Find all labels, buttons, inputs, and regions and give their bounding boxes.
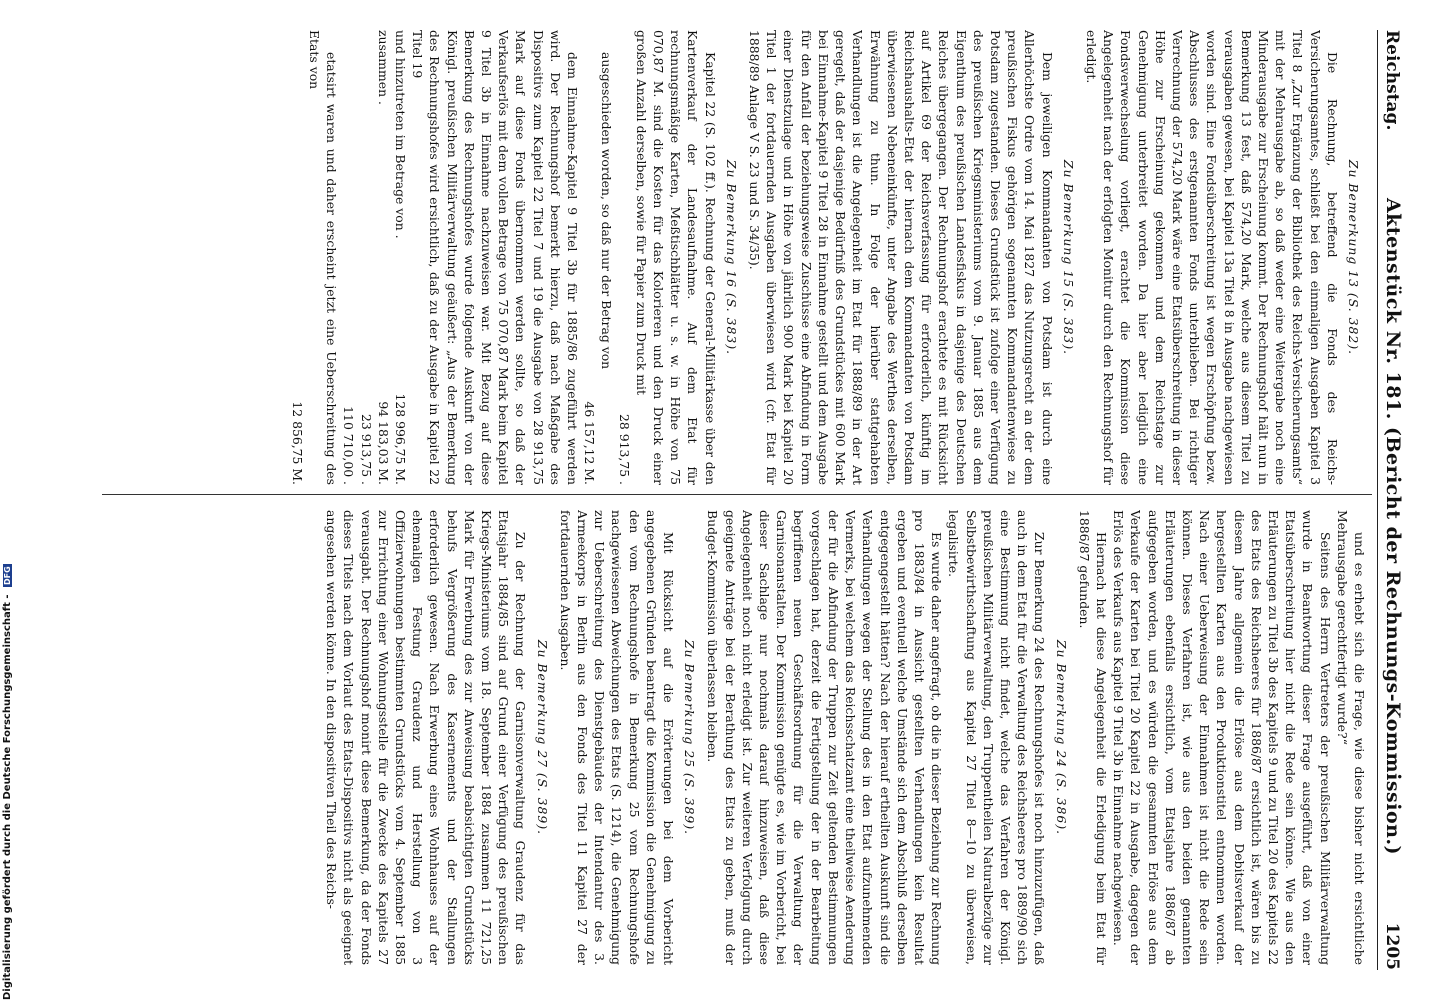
amount-row (581, 30, 598, 485)
amount-row (375, 30, 392, 485)
section-heading: Zu Bemerkung 16 (S. 383). (723, 159, 739, 356)
paragraph: Zur Bemerkung 24 des Rechnungshofes ist noch hinzuzufügen, daß auch in dem Etat für die Verwaltung des Reichsheeres pro 1889/90 sich eine Bestimmung nicht findet, welche das Verfahren der Königl. preußischen Militärverwaltung, den Truppentheilen Naturalbezüge zur Selbstbewirthschaftung aus Kapitel 27 Titel 8—10 zu überweisen, legalisirte. (946, 510, 1048, 965)
section-heading: Zu Bemerkung 27 (S. 389). (534, 639, 550, 836)
left-column (102, 30, 1368, 485)
footer-credit (2, 566, 16, 1000)
column-divider (102, 494, 1372, 495)
paragraph: ausgeschieden worden, so daß nur der Betrag von (599, 52, 615, 370)
section-heading: Zu Bemerkung 15 (S. 383). (1060, 159, 1076, 356)
amount-row (340, 30, 357, 485)
footer-strip (2, 566, 16, 1000)
amount-value: 94 183,03 M. (375, 401, 391, 485)
section-heading: Zu Bemerkung 13 (S. 382). (1346, 159, 1361, 356)
paragraph: etatsirt waren und daher erscheint jetzt eine Ueberschreitung des Etats von (307, 30, 340, 485)
amount-value: 23 913,75 . (358, 414, 374, 485)
paragraph: Es wurde daher angefragt, ob die in dieser Beziehung zur Rechnung pro 1883/84 in Aussicht gestellten Verhandlungen kein Resultat ergeben und eventuell welche Umstände sich dem Abschluß derselben entgegengestellt hätten? Nach der hierauf ertheilten Auskunft sind die Verhandlungen wegen der Stellung des in den Etat aufzunehmenden Vermerks, bei welchem das Reichsschatzamt eine theilweise Aenderung der für die Abfindung der Truppen zur Zeit geltenden Bestimmungen vorgeschlagen hat, derzeit die Fertigstellung der in der Bearbeitung begriffenen neuen Geschäftsordnung für die Verwaltung der Garnisonanstalten. Der Kommission genügte es, wie im Vorbericht, bei dieser Sachlage nur nochmals darauf hinzuweisen, daß diese Angelegenheit noch nicht erledigt ist. Zur weiteren Verfolgung durch geeignete Anträge bei der Berathung des Etats zu geben, muß der Budget-Kommission überlassen bleiben. (705, 510, 945, 965)
amount-label: zusammen . (375, 30, 391, 105)
amount-row (357, 30, 374, 485)
amount-row (615, 30, 632, 485)
dfg-logo: DFG (3, 566, 12, 585)
paragraph: und es erhebt sich die Frage, wie diese bisher nicht ersichtliche Mehrausgabe gerechtfertigt wurde?“ (1334, 510, 1367, 965)
page-header (1377, 30, 1418, 970)
amount-row (289, 30, 306, 485)
scanned-page (72, 0, 1432, 1000)
paragraph: Seitens des Herrn Vertreters der preußischen Militärverwaltung wurde in Beantwortung dieser Frage ausgeführt, daß von einer Etatsüberschreitung hier nicht die Rede sein könne. Wie aus den Erläuterungen zu Titel 3b des Kapitels 9 und zu Titel 20 des Kapitels 22 des Etats des Reichsheeres für 1886/87 ersichtlich ist, wären bis zu diesem Jahre allgemein die Erlöse aus dem Debitsverkauf der hergestellten Karten aus den Produktionstitel entnommen worden. Nach einer Ueberweisung der Einnahmen ist nicht die Rede sein können. Dieses Verfahren ist, wie aus den beiden genannten Erläuterungen ebenfalls ersichtlich, vom Etatsjahre 1886/87 ab aufgegeben worden, und es würden die gesammten Erlöse aus dem Verkaufe der Karten bei Titel 20 Kapitel 22 in Ausgabe, dagegen der Erlös des Verkaufs aus Kapitel 9 Titel 3b in Einnahme nachgewiesen. (1111, 510, 1333, 965)
amount-value: 110 710,00 . (341, 406, 357, 485)
section-heading: Zu Bemerkung 24 (S. 386). (1053, 639, 1069, 836)
paragraph: Zu der Rechnung der Garnisonverwaltung Graudenz für das Etatsjahr 1884/85 sind auf Grund einer Verfügung des preußischen Kriegs-Ministeriums vom 18. September 1884 zusammen 11 721,25 Mark für Erwerbung des zur Anweisung beabsichtigten Grundstücks behufs Vergrößerung des Kasernements und der Stallungen erforderlich gewesen. Nach Erwerbung eines Wohnhauses auf der ehemaligen Festung Graudenz und Herstellung von 3 Offizierwohnungen bestimmten Grundstücks vom 4. September 1885 zur Errichtung einer Wohnungsstelle für die Zwecke des Kapitels 27 verausgabt. Der Rechnungshof monirt diese Bemerkung, da der Fonds dieses Titels nach dem Vorlaut des Etats-Dispositivs nicht als geeignet angesehen werden könne. In den dispositiven Theil des Reichs- (324, 510, 529, 965)
right-column (102, 510, 1368, 965)
header-title: Aktenstück Nr. 181. (Bericht der Rechnungs-Kommission.) (1382, 197, 1404, 856)
page-number: 1205 (1382, 922, 1402, 970)
paragraph: Die Rechnung, betreffend die Fonds des Reichs-Versicherungsamtes, schließt bei den einmaligen Ausgaben Kapitel 3 Titel 8 „Zur Ergänzung der Bibliothek des Reichs-Versicherungsamts“ mit der Mehrausgabe ab, so daß weder eine Weitergabe noch eine Minderausgabe zur Erscheinung kommt. Der Rechnungshof hält nun in Bemerkung 13 fest, daß 574,20 Mark, welche aus diesem Titel zu verausgaben gewesen, bei Kapitel 13a Titel 8 in Ausgabe nachgewiesen worden sind. Eine Fondsüberschreitung ist wegen Erschöpfung bezw. Abschlusses des erstgenannten Fonds unterblieben. Bei richtiger Verrechnung der 574,20 Mark wäre eine Etatsüberschreitung in dieser Höhe zur Erscheinung gekommen und dem Reichstage zur Genehmigung unterbreitet worden. Da hier aber lediglich eine Fondsverwechselung vorliegt, erachtet die Kommission diese Angelegenheit nach der erfolgten Monitur durch den Rechnungshof für erledigt. (1083, 30, 1340, 485)
footer-text: Digitalisierung gefördert durch die Deutsche Forschungsgemeinschaft - (2, 594, 13, 1000)
paragraph: Kapitel 22 (S. 102 ff.). Rechnung der General-Militärkasse über den Kartenverkauf der Landesaufnahme. Auf dem Etat für rechnungsmäßige Karten, Meßtischblätter u. s. w. in Höhe von 75 070,87 M. sind die Kosten für das Kolorieren und den Druck einer großen Anzahl derselben, sowie für Papier zum Druck mit (633, 30, 718, 485)
amount-value: 46 157,12 M. (582, 401, 598, 485)
paragraph: Mit Rücksicht auf die Erörterungen bei dem Vorbericht angegebenen Gründen beantragt die Kommission die Genehmigung zu den vom Rechnungshofe in Bemerkung 25 vom Rechnungshofe nachgewiesenen Abweichungen des Etats (S. 1214), die Genehmigung zur Ueberschreitung des Dienstgebäudes der Intendantur des 3. Armeekorps in Berlin aus den Fonds des Titel 11 Kapitel 27 der fortdauernden Ausgaben. (557, 510, 677, 965)
paragraph: dem Einnahme-Kapitel 9 Titel 3b für 1885/86 zugeführt werden wird. Der Rechnungshof bemerkt hierzu, daß nach Maßgabe des Dispositivs zum Kapitel 22 Titel 7 und 19 die Ausgabe von 28 913,75 Mark auf diese Fonds übernommen werden sollte, so daß der Verkaufserlös mit dem vollen Betrage von 75 070,87 Mark beim Kapitel 9 Titel 3b in Einnahme nachzuweisen war. Mit Bezug auf diese Bemerkung des Rechnungshofes wurde folgende Auskunft von der Königl. preußischen Militärverwaltung geäußert: „Aus der Bemerkung des Rechnungshofes wird ersichtlich, daß zu der Ausgabe in Kapitel 22 Titel 19 (410, 30, 581, 485)
amount-row (392, 30, 409, 485)
amount-value: 128 996,75 M. (393, 393, 409, 485)
section-heading: Zu Bemerkung 25 (S. 389). (682, 639, 698, 836)
amount-value: 28 913,75 . (616, 414, 632, 485)
paragraph: Hiernach hat diese Angelegenheit die Erledigung beim Etat für 1886/87 gefunden. (1076, 510, 1109, 965)
header-left: Reichstag. (1382, 30, 1402, 131)
paragraph: Dem jeweiligen Kommandanten von Potsdam ist durch eine Allerhöchste Ordre vom 14. Mai 1827 das Nutzungsrecht an der dem preußischen Fiskus gehörigen sogenannten Kommandantenwiese zu Potsdam zugestanden. Dieses Grundstück ist zufolge einer Verfügung des preußischen Kriegsministeriums vom 9. Januar 1885 aus dem Eigenthum des preußischen Landesfiskus in dasjenige des Deutschen Reiches übergegangen. Der Rechnungshof erachtete es mit Rücksicht auf Artikel 69 der Reichsverfassung für erforderlich, künftig im Reichshaushalts-Etat der hiernach dem Kommandanten von Potsdam überwiesenen Nebeneinkünfte, unter Angabe des Werthes derselben, Erwähnung zu thun. In Folge der hierüber stattgehabten Verhandlungen ist die Angelegenheit im Etat für 1888/89 in der Art geregelt, daß der dasjenige Bedürfniß des Grundstückes mit 600 Mark bei Einnahme-Kapitel 9 Titel 28 in Einnahme gestellt und dem Ausgabe für den Anfall der beziehungsweise Zuschüsse eine Abfindung in Form einer Dienstzulage und in Höhe von jährlich 900 Mark bei Kapitel 20 Titel 1 der fortdauernden Ausgaben überwiesen wird (cfr. Etat für 1888/89 Anlage V S. 23 und S. 34/35). (747, 30, 1055, 485)
amount-label: und hinzutreten im Betrage von . (393, 30, 409, 239)
amount-value: 12 856,75 M. (289, 401, 305, 485)
